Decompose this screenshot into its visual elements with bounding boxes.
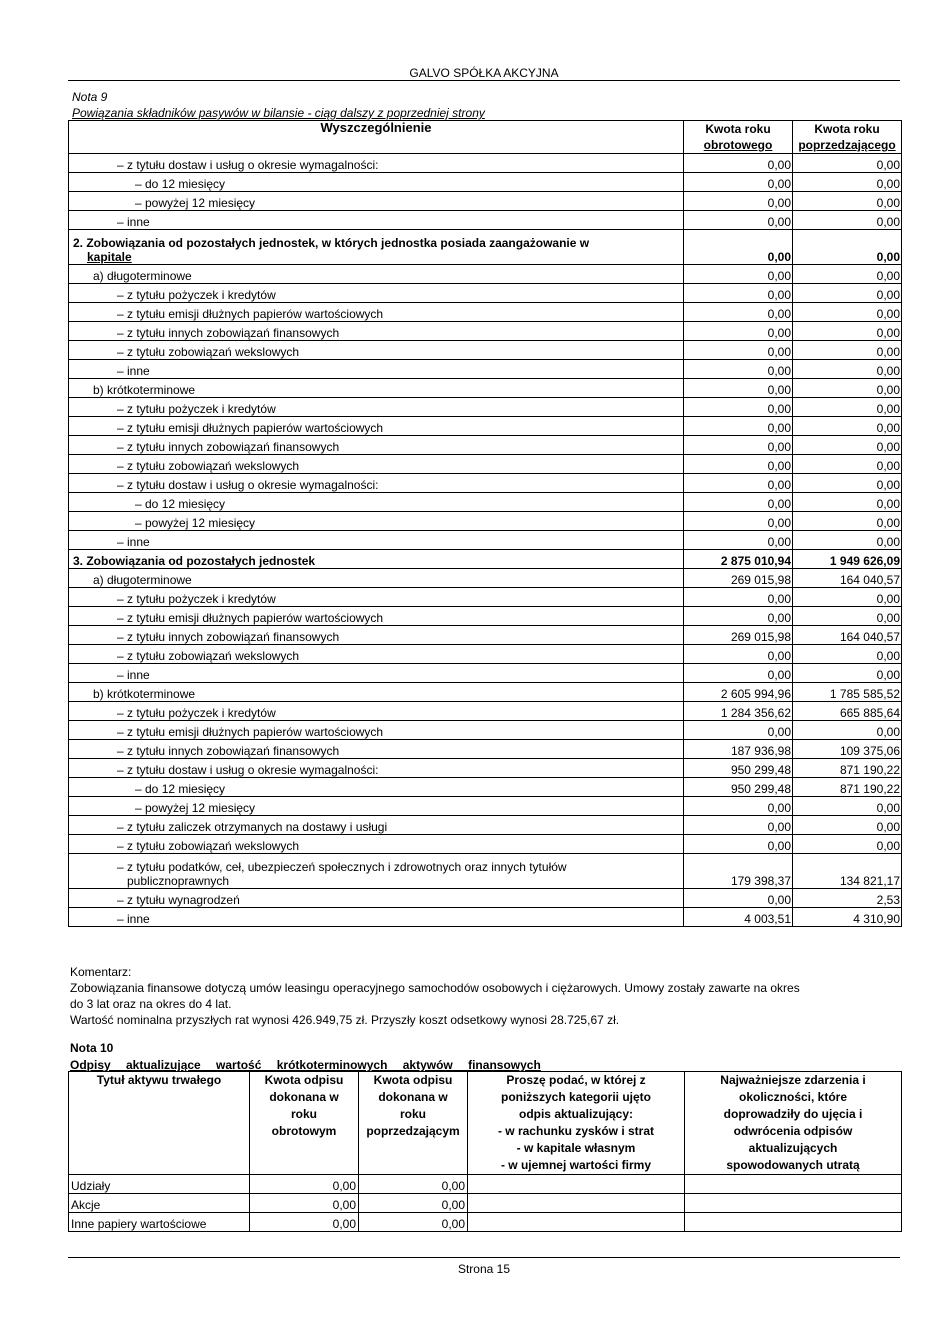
- row-value-previous: 0,00: [793, 493, 902, 512]
- komentarz-title: Komentarz:: [70, 965, 132, 979]
- row-label-text: – z tytułu dostaw i usług o okresie wymagalności:: [117, 763, 379, 777]
- row-label-text: a) długoterminowe: [93, 573, 192, 587]
- header-line: doprowadziły do ujęcia i: [723, 1107, 863, 1121]
- nota9-title: Nota 9: [72, 90, 108, 104]
- table-row: [69, 417, 902, 436]
- row-value-previous: 0,00: [793, 265, 902, 284]
- row-value-current: 187 936,98: [684, 740, 793, 759]
- row-events: [685, 1194, 902, 1213]
- table-row: [69, 173, 902, 192]
- row-label-text: – inne: [117, 535, 150, 549]
- row-value-current: 0,00: [684, 154, 793, 173]
- table-row: [69, 303, 902, 322]
- komentarz-line2: do 3 lat oraz na okres do 4 lat.: [70, 997, 232, 1011]
- header-line: odwrócenia odpisów: [733, 1124, 853, 1138]
- table-row: [69, 493, 902, 512]
- row-value-previous: 0,00: [793, 607, 902, 626]
- header-line: aktualizujących: [748, 1141, 838, 1155]
- n10-header-events: [685, 1072, 902, 1175]
- table-row: [69, 889, 902, 908]
- header-line: poprzedzającym: [366, 1124, 460, 1138]
- table-row: [69, 341, 902, 360]
- header-line: Kwota odpisu: [264, 1073, 344, 1087]
- row-value-current: 0,00: [684, 797, 793, 816]
- row-label: [69, 436, 684, 455]
- row-value-current: 0,00: [684, 322, 793, 341]
- row-value-current: 0,00: [684, 455, 793, 474]
- row-category: [468, 1175, 685, 1194]
- row-label: [69, 835, 684, 854]
- header-line: roku: [290, 1107, 317, 1121]
- row-value-previous: 109 375,06: [793, 740, 902, 759]
- table-row: [69, 550, 902, 569]
- row-value-previous: 0,00: [793, 398, 902, 417]
- row-label: [69, 192, 684, 211]
- header-line: - w ujemnej wartości firmy: [500, 1158, 652, 1172]
- row-label: Udziały: [69, 1175, 250, 1194]
- table-row: [69, 626, 902, 645]
- row-value-previous: 0,00: [793, 322, 902, 341]
- n10-header-asset: Tytuł aktywu trwałego: [69, 1072, 250, 1175]
- row-label-continuation: publicznoprawnych: [127, 874, 230, 888]
- row-value-current: 0,00: [684, 192, 793, 211]
- table-row: [69, 588, 902, 607]
- header-divider: [68, 80, 900, 81]
- row-value-previous: 4 310,90: [793, 908, 902, 927]
- row-label: [69, 341, 684, 360]
- nota9-table: [68, 120, 902, 927]
- row-label-text: – powyżej 12 miesięcy: [135, 196, 256, 210]
- row-value-current: 0,00: [684, 816, 793, 835]
- row-label-text: – z tytułu zobowiązań wekslowych: [117, 649, 300, 663]
- row-label: [69, 154, 684, 173]
- header-line: roku: [399, 1107, 426, 1121]
- row-label: [69, 797, 684, 816]
- row-value-previous: 0,00: [793, 417, 902, 436]
- row-label: [69, 664, 684, 683]
- row-value-current: 0,00: [250, 1194, 359, 1213]
- row-label-text: – do 12 miesięcy: [135, 782, 226, 796]
- komentarz-line3: Wartość nominalna przyszłych rat wynosi 426.949,75 zł. Przyszły koszt odsetkowy wynosi 28.725,67 zł.: [70, 1013, 620, 1027]
- row-label-text: – z tytułu wynagrodzeń: [117, 893, 240, 907]
- row-value-previous: 0,00: [359, 1213, 468, 1232]
- header-line: odpis aktualizujący:: [518, 1107, 634, 1121]
- row-label: [69, 284, 684, 303]
- table-row: [69, 778, 902, 797]
- row-label: [69, 322, 684, 341]
- table-row: [69, 230, 902, 265]
- komentarz-line1: Zobowiązania finansowe dotyczą umów leasingu operacyjnego samochodów osobowych i ciężarowych. Umowy zostały zawarte na okres: [70, 981, 800, 995]
- nota10-subtitle: Odpisy aktualizujące wartość krótkoterminowych aktywów finansowych: [70, 1058, 541, 1072]
- row-value-current: 0,00: [684, 531, 793, 550]
- header-line: - w rachunku zysków i strat: [497, 1124, 655, 1138]
- col-header-current-line1: Kwota roku: [705, 122, 771, 136]
- row-label: [69, 702, 684, 721]
- row-label-text: – inne: [117, 364, 150, 378]
- row-value-current: 0,00: [684, 664, 793, 683]
- row-label-text: – z tytułu innych zobowiązań finansowych: [117, 440, 340, 454]
- table-row: [69, 322, 902, 341]
- row-value-current: 0,00: [684, 303, 793, 322]
- row-value-previous: 0,00: [793, 664, 902, 683]
- row-label-text: – z tytułu innych zobowiązań finansowych: [117, 326, 340, 340]
- row-value-current: 0,00: [684, 889, 793, 908]
- col-header-name: Wyszczególnienie: [69, 121, 684, 154]
- row-value-current: 179 398,37: [684, 854, 793, 889]
- table-row: [69, 211, 902, 230]
- header-line: obrotowym: [271, 1124, 337, 1138]
- row-label-text: – z tytułu emisji dłużnych papierów wartościowych: [117, 611, 384, 625]
- row-label: [69, 211, 684, 230]
- nota10-title: Nota 10: [70, 1041, 114, 1055]
- row-value-previous: 0,00: [793, 797, 902, 816]
- row-value-previous: 871 190,22: [793, 778, 902, 797]
- row-value-current: 0,00: [684, 493, 793, 512]
- row-value-current: 0,00: [684, 721, 793, 740]
- row-value-previous: 0,00: [793, 303, 902, 322]
- row-value-previous: 0,00: [793, 173, 902, 192]
- header-line: dokonana w: [378, 1090, 448, 1104]
- row-label-text: – do 12 miesięcy: [135, 497, 226, 511]
- header-line: spowodowanych utratą: [726, 1158, 860, 1172]
- row-value-current: 0,00: [684, 474, 793, 493]
- row-events: [685, 1175, 902, 1194]
- table-row: [69, 455, 902, 474]
- row-category: [468, 1213, 685, 1232]
- row-label: [69, 626, 684, 645]
- row-label: [69, 398, 684, 417]
- row-value-current: 0,00: [684, 265, 793, 284]
- row-value-current: 0,00: [250, 1175, 359, 1194]
- table-row: [69, 379, 902, 398]
- row-label-text: – z tytułu zobowiązań wekslowych: [117, 839, 300, 853]
- table-row: [69, 154, 902, 173]
- row-value-current: 950 299,48: [684, 759, 793, 778]
- row-value-current: 0,00: [684, 284, 793, 303]
- header-line: - w kapitale własnym: [516, 1141, 636, 1155]
- header-line: Najważniejsze zdarzenia i: [720, 1073, 866, 1087]
- table-row: [69, 721, 902, 740]
- row-label-text: – z tytułu pożyczek i kredytów: [117, 288, 276, 302]
- table-row: [69, 607, 902, 626]
- row-value-previous: 0,00: [793, 230, 902, 265]
- row-value-previous: 0,00: [793, 835, 902, 854]
- row-value-previous: 0,00: [793, 455, 902, 474]
- footer-divider: [68, 1257, 900, 1258]
- row-label-text: – z tytułu zobowiązań wekslowych: [117, 345, 300, 359]
- row-value-current: 269 015,98: [684, 569, 793, 588]
- row-value-current: 1 284 356,62: [684, 702, 793, 721]
- row-value-current: 950 299,48: [684, 778, 793, 797]
- header-line: poniższych kategorii ujęto: [500, 1090, 652, 1104]
- row-value-previous: 0,00: [793, 436, 902, 455]
- n10-header-previous: [359, 1072, 468, 1175]
- row-label: [69, 512, 684, 531]
- row-label: [69, 360, 684, 379]
- row-value-previous: 0,00: [359, 1175, 468, 1194]
- table-row: [69, 512, 902, 531]
- row-value-previous: 0,00: [793, 379, 902, 398]
- row-value-previous: 0,00: [793, 531, 902, 550]
- table-row: [69, 740, 902, 759]
- table-row: [69, 702, 902, 721]
- row-value-previous: 0,00: [793, 474, 902, 493]
- table-row: [69, 854, 902, 889]
- row-label-continuation: kapitale: [87, 250, 132, 264]
- row-label: [69, 303, 684, 322]
- row-label: [69, 455, 684, 474]
- row-label-text: – z tytułu pożyczek i kredytów: [117, 592, 276, 606]
- row-value-current: 0,00: [684, 173, 793, 192]
- nota10-table: [68, 1071, 902, 1232]
- komentarz-block: [70, 964, 900, 1028]
- nota9-table-body: [69, 154, 902, 927]
- table-row: [69, 265, 902, 284]
- row-label: [69, 607, 684, 626]
- header-line: dokonana w: [269, 1090, 339, 1104]
- row-value-current: 0,00: [250, 1213, 359, 1232]
- table-row: [69, 360, 902, 379]
- row-label: [69, 493, 684, 512]
- col-header-previous-line2: poprzedzającego: [798, 138, 896, 152]
- row-value-previous: 1 785 585,52: [793, 683, 902, 702]
- row-value-current: 0,00: [684, 398, 793, 417]
- nota10-table-body: [69, 1072, 902, 1232]
- row-label: [69, 474, 684, 493]
- row-label: [69, 740, 684, 759]
- col-header-previous-line1: Kwota roku: [814, 122, 880, 136]
- row-value-current: 0,00: [684, 341, 793, 360]
- table-row: [69, 664, 902, 683]
- table-row: [69, 797, 902, 816]
- row-label: [69, 531, 684, 550]
- row-value-previous: 0,00: [359, 1194, 468, 1213]
- row-label-text: – z tytułu dostaw i usług o okresie wymagalności:: [117, 478, 379, 492]
- row-value-current: 0,00: [684, 512, 793, 531]
- row-value-current: 4 003,51: [684, 908, 793, 927]
- row-value-current: 0,00: [684, 360, 793, 379]
- row-label-text: – z tytułu emisji dłużnych papierów wartościowych: [117, 307, 384, 321]
- row-label-text: – z tytułu zaliczek otrzymanych na dostawy i usługi: [117, 820, 388, 834]
- row-value-previous: 134 821,17: [793, 854, 902, 889]
- row-label: [69, 889, 684, 908]
- table-row: [69, 284, 902, 303]
- table-row: [69, 645, 902, 664]
- row-label-text: b) krótkoterminowe: [93, 687, 196, 701]
- table-row: [69, 474, 902, 493]
- row-value-current: 0,00: [684, 645, 793, 664]
- table-row: [69, 908, 902, 927]
- row-value-previous: 164 040,57: [793, 569, 902, 588]
- row-label-text: – z tytułu dostaw i usług o okresie wymagalności:: [117, 158, 379, 172]
- table-row: [69, 683, 902, 702]
- col-header-current-line2: obrotowego: [703, 138, 773, 152]
- row-value-previous: 0,00: [793, 154, 902, 173]
- row-label: Akcje: [69, 1194, 250, 1213]
- table-row: [69, 192, 902, 211]
- row-label: [69, 721, 684, 740]
- header-line: okoliczności, które: [738, 1090, 848, 1104]
- row-value-previous: 2,53: [793, 889, 902, 908]
- row-label: [69, 230, 684, 265]
- table-row: [69, 569, 902, 588]
- row-value-previous: 0,00: [793, 341, 902, 360]
- row-label: [69, 778, 684, 797]
- table-row: [69, 816, 902, 835]
- row-label: [69, 265, 684, 284]
- row-label: Inne papiery wartościowe: [69, 1213, 250, 1232]
- header-line: Kwota odpisu: [373, 1073, 453, 1087]
- row-label: [69, 588, 684, 607]
- nota9-subtitle: Powiązania składników pasywów w bilansie - ciąg dalszy z poprzedniej strony: [72, 106, 485, 120]
- row-label: [69, 816, 684, 835]
- table-row: [69, 759, 902, 778]
- row-label-text: a) długoterminowe: [93, 269, 192, 283]
- row-value-previous: 1 949 626,09: [793, 550, 902, 569]
- row-label: [69, 569, 684, 588]
- row-label: [69, 854, 684, 889]
- row-label-text: 2. Zobowiązania od pozostałych jednostek, w których jednostka posiada zaangażowanie w: [73, 236, 590, 250]
- row-value-previous: 0,00: [793, 284, 902, 303]
- row-value-previous: 0,00: [793, 645, 902, 664]
- row-value-current: 0,00: [684, 211, 793, 230]
- row-value-previous: 0,00: [793, 721, 902, 740]
- table-row: [69, 1175, 902, 1194]
- table-row: [69, 1194, 902, 1213]
- table-row: [69, 835, 902, 854]
- row-label-text: – z tytułu pożyczek i kredytów: [117, 706, 276, 720]
- row-label: [69, 645, 684, 664]
- row-category: [468, 1194, 685, 1213]
- table-row: [69, 436, 902, 455]
- row-value-previous: 0,00: [793, 816, 902, 835]
- row-label-text: – z tytułu emisji dłużnych papierów wartościowych: [117, 725, 384, 739]
- table-row: [69, 398, 902, 417]
- row-label: [69, 759, 684, 778]
- row-label-text: – powyżej 12 miesięcy: [135, 801, 256, 815]
- row-label-text: – z tytułu innych zobowiązań finansowych: [117, 744, 340, 758]
- row-value-previous: 0,00: [793, 211, 902, 230]
- row-label-text: – inne: [117, 668, 150, 682]
- row-label-text: – powyżej 12 miesięcy: [135, 516, 256, 530]
- row-value-current: 0,00: [684, 436, 793, 455]
- row-label: [69, 417, 684, 436]
- row-value-previous: 0,00: [793, 360, 902, 379]
- row-value-current: 0,00: [684, 230, 793, 265]
- row-label-text: b) krótkoterminowe: [93, 383, 196, 397]
- row-label-text: – z tytułu zobowiązań wekslowych: [117, 459, 300, 473]
- row-label: [69, 683, 684, 702]
- row-value-previous: 0,00: [793, 588, 902, 607]
- row-label: [69, 173, 684, 192]
- table-row: [69, 1213, 902, 1232]
- row-value-current: 0,00: [684, 607, 793, 626]
- col-header-current: [684, 121, 793, 154]
- row-label-text: – z tytułu podatków, ceł, ubezpieczeń społecznych i zdrowotnych oraz innych tytułów: [117, 860, 567, 874]
- company-header: GALVO SPÓŁKA AKCYJNA: [409, 66, 559, 80]
- row-label: [69, 550, 684, 569]
- row-value-previous: 665 885,64: [793, 702, 902, 721]
- row-label-text: 3. Zobowiązania od pozostałych jednostek: [73, 554, 316, 568]
- row-value-previous: 164 040,57: [793, 626, 902, 645]
- row-value-current: 0,00: [684, 835, 793, 854]
- row-label-text: – do 12 miesięcy: [135, 177, 226, 191]
- row-label-text: – inne: [117, 912, 150, 926]
- row-label-text: – inne: [117, 215, 150, 229]
- row-value-current: 0,00: [684, 379, 793, 398]
- table-row: [69, 531, 902, 550]
- row-label: [69, 908, 684, 927]
- n10-header-current: [250, 1072, 359, 1175]
- row-label-text: – z tytułu innych zobowiązań finansowych: [117, 630, 340, 644]
- row-value-current: 269 015,98: [684, 626, 793, 645]
- col-header-previous: [793, 121, 902, 154]
- row-value-previous: 0,00: [793, 192, 902, 211]
- row-value-current: 2 605 994,96: [684, 683, 793, 702]
- header-line: Proszę podać, w której z: [506, 1073, 646, 1087]
- row-value-current: 0,00: [684, 588, 793, 607]
- row-label: [69, 379, 684, 398]
- row-value-current: 2 875 010,94: [684, 550, 793, 569]
- n10-header-category: [468, 1072, 685, 1175]
- row-value-previous: 871 190,22: [793, 759, 902, 778]
- row-label-text: – z tytułu pożyczek i kredytów: [117, 402, 276, 416]
- row-label-text: – z tytułu emisji dłużnych papierów wartościowych: [117, 421, 384, 435]
- row-value-current: 0,00: [684, 417, 793, 436]
- row-events: [685, 1213, 902, 1232]
- row-value-previous: 0,00: [793, 512, 902, 531]
- page-number: Strona 15: [457, 1262, 511, 1276]
